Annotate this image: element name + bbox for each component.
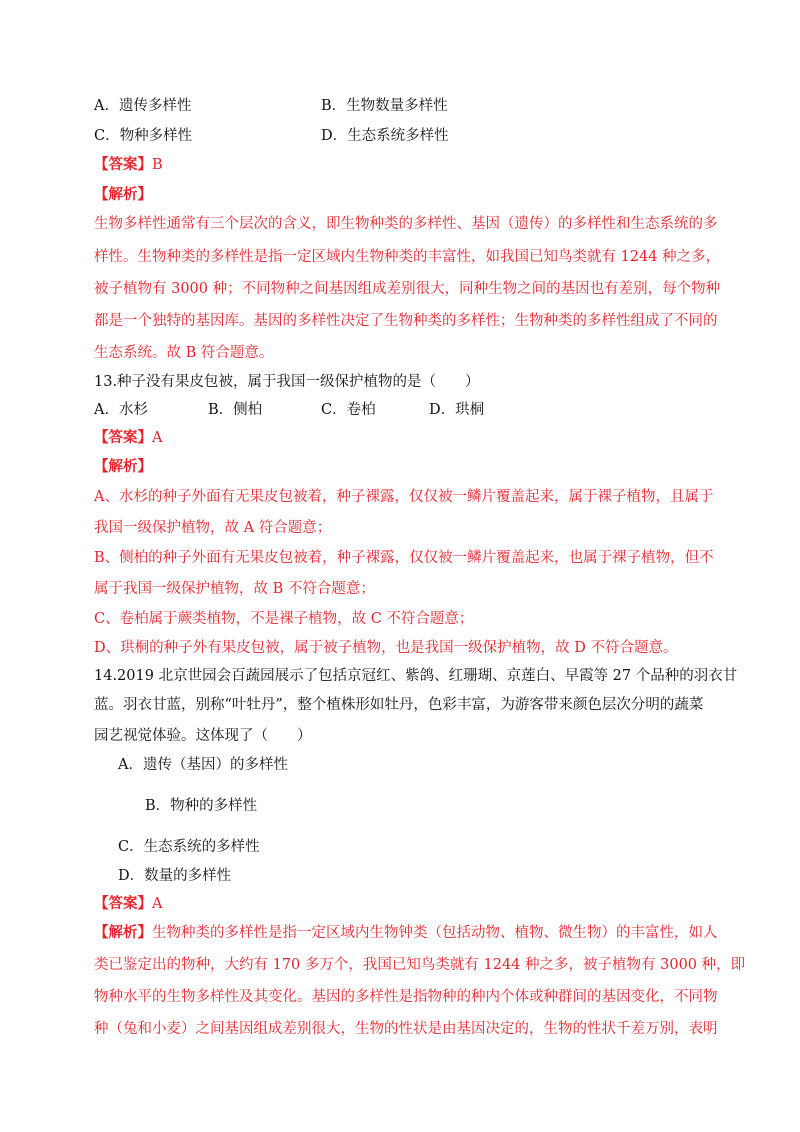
answer-value: B xyxy=(152,157,163,173)
q12-analysis-line: 都是一个独特的基因库。基因的多样性决定了生物种类的多样性；生物种类的多样性组成了不同的 xyxy=(94,313,718,329)
answer-label: 【答案】 xyxy=(94,429,152,446)
q13-analysis-line: 我国一级保护植物，故 A 符合题意； xyxy=(94,520,332,536)
answer-label: 【答案】 xyxy=(94,895,152,912)
q14-analysis-line: 类已鉴定出的物种，大约有 170 多万个，我国已知鸟类就有 1244 种之多，被子植物有 3000 种，即 xyxy=(94,957,746,973)
q14-option-b: B．物种的多样性 xyxy=(145,798,258,814)
q12-analysis-line: 被子植物有 3000 种；不同物种之间基因组成差别很大，同种生物之间的基因也有差别，每个物种 xyxy=(94,281,721,297)
q13-stem: 13.种子没有果皮包被，属于我国一级保护植物的是（ ） xyxy=(94,374,480,390)
q13-answer xyxy=(94,428,162,448)
q12-option-b: B．生物数量多样性 xyxy=(321,98,448,114)
q13-option-c: C．卷柏 xyxy=(321,402,376,418)
q12-analysis-label: 【解析】 xyxy=(94,186,152,203)
answer-label: 【答案】 xyxy=(94,156,152,173)
q12-option-a: A．遗传多样性 xyxy=(94,98,192,114)
q12-option-d: D．生态系统多样性 xyxy=(321,128,449,144)
q14-option-a: A．遗传（基因）的多样性 xyxy=(118,757,288,773)
q13-option-a: A．水杉 xyxy=(94,402,148,418)
q14-option-d: D．数量的多样性 xyxy=(118,868,232,884)
q12-analysis-line: 生态系统。故 B 符合题意。 xyxy=(94,345,274,361)
q14-analysis-line: 种（兔和小麦）之间基因组成差别很大，生物的性状是由基因决定的，生物的性状千差万别，表明 xyxy=(94,1021,718,1037)
q14-option-c: C．生态系统的多样性 xyxy=(118,839,260,855)
q13-analysis-line: C、卷柏属于蕨类植物，不是裸子植物，故 C 不符合题意； xyxy=(94,611,474,627)
q14-stem-line: 园艺视觉体验。这体现了（ ） xyxy=(94,728,312,744)
q13-analysis-line: 属于我国一级保护植物，故 B 不符合题意； xyxy=(94,581,375,597)
q13-analysis-line: B、侧柏的种子外面有无果皮包被着，种子裸露，仅仅被一鳞片覆盖起来，也属于裸子植物，但不 xyxy=(94,550,714,566)
q13-analysis-label: 【解析】 xyxy=(94,458,152,475)
q14-analysis-line: 物种水平的生物多样性及其变化。基因的多样性是指物种的种内个体或种群间的基因变化，不同物 xyxy=(94,989,718,1005)
q13-option-d: D．珙桐 xyxy=(429,402,485,418)
q14-stem-line: 蓝。羽衣甘蓝，别称“叶牡丹”，整个植株形如牡丹，色彩丰富，为游客带来颜色层次分明的蔬菜 xyxy=(94,697,704,713)
q12-analysis-line: 样性。生物种类的多样性是指一定区域内生物种类的丰富性，如我国已知鸟类就有 1244 种之多， xyxy=(94,249,721,265)
q14-stem-line: 14.2019 北京世园会百蔬园展示了包括京冠红、紫鸽、红珊瑚、京莲白、早霞等 27 个品种的羽衣甘 xyxy=(94,668,738,684)
q14-analysis-first xyxy=(94,923,718,943)
q12-answer xyxy=(94,155,163,175)
q12-analysis-line: 生物多样性通常有三个层次的含义，即生物种类的多样性、基因（遗传）的多样性和生态系统的多 xyxy=(94,216,718,232)
answer-value: A xyxy=(152,430,163,446)
q12-option-c: C．物种多样性 xyxy=(94,128,193,144)
q14-answer xyxy=(94,894,162,914)
q13-analysis-line: D、珙桐的种子外有果皮包被，属于被子植物，也是我国一级保护植物，故 D 不符合题意。 xyxy=(94,640,678,656)
answer-value: A xyxy=(152,896,163,912)
q13-analysis-line: A、水杉的种子外面有无果皮包被着，种子裸露，仅仅被一鳞片覆盖起来，属于裸子植物，且属于 xyxy=(94,489,714,505)
q14-analysis-line: 生物种类的多样性是指一定区域内生物钟类（包括动物、植物、微生物）的丰富性，如人 xyxy=(152,925,718,941)
q13-option-b: B．侧柏 xyxy=(208,402,263,418)
q14-analysis-label: 【解析】 xyxy=(94,924,152,941)
